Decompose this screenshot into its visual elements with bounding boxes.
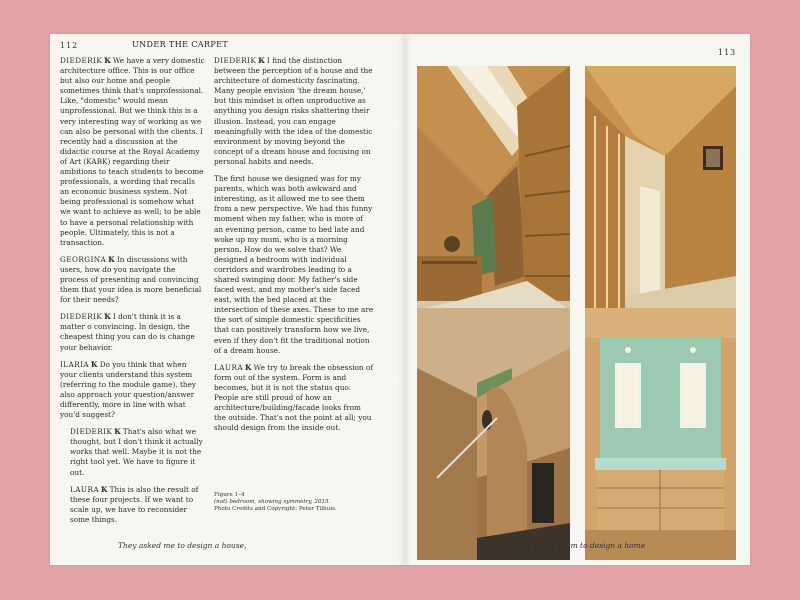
speaker-name: ILARIA — [60, 359, 90, 369]
photo-curved-stair — [417, 308, 570, 560]
paragraph — [60, 485, 205, 525]
figure-caption — [214, 492, 364, 513]
speaker-mark-icon: Ꝁ — [104, 312, 111, 322]
right-page-footer: la-di-da asked them to design a home — [503, 541, 646, 550]
speaker-name: DIEDERIK — [60, 312, 103, 322]
photo-mint-bathroom — [585, 308, 736, 560]
paragraph-text: The first house we designed was for my parents, which was both awkward and interesting, as it allowed me to see them from a new perspective. We had this funny moment when my father, who is more of an evening person, came to bed late and woke up my mum, who is a morning person. How do we solve that? We designed a bedroom with individual corridors and wardrobes leading to a shared swinging door. My father's side faced west, and my mother's side faced east, with the bed placed at the intersection of these axes. These to me are the sort of simple domestic specificities that can positively transform how we live, even if they don't fit the traditional notion of a dream house. — [214, 174, 374, 355]
caption-figure-number: Figure 1–4 — [214, 492, 245, 498]
speaker-name: LAURA — [214, 362, 244, 372]
speaker-mark-icon: Ꝁ — [104, 56, 111, 65]
photo-curved-stair-image — [417, 308, 570, 560]
paragraph-text: Do you think that when your clients understand this system (referring to the module game), they also approach your question/answer differently, more in line with what you'd suggest? — [60, 359, 197, 420]
speaker-mark-icon: Ꝁ — [91, 359, 98, 369]
photo-wooden-room-image — [585, 66, 736, 310]
speaker-mark-icon: Ꝁ — [101, 484, 108, 494]
photo-attic-corridor — [417, 66, 570, 310]
paragraph — [214, 174, 374, 356]
paragraph — [60, 360, 205, 421]
paragraph-text: That's also what we thought, but I don't think it actually works that well. Maybe it is not the right tool yet. We have to figure it out. — [70, 427, 203, 477]
caption-credit: Photo Credits and Copyright: Peter Tilhuis. — [214, 506, 337, 512]
book-spread — [50, 34, 750, 565]
speaker-mark-icon: Ꝁ — [114, 427, 121, 437]
speaker-name: DIEDERIK — [214, 56, 257, 65]
left-page-footer: They asked me to design a house, — [118, 541, 247, 550]
paragraph — [60, 427, 205, 477]
paragraph — [214, 363, 374, 434]
photo-mint-bathroom-image — [585, 308, 736, 560]
photo-attic-corridor-image — [417, 66, 570, 310]
photo-wooden-room — [585, 66, 736, 310]
text-column-2 — [214, 56, 374, 440]
paragraph-text: I find the distinction between the perception of a house and the architecture of domesticity fascinating. Many people envision 'the dream house,' but this mindset is often unproductive as anything you design risks shattering their illusion. Instead, you can engage meaningfully with the idea of the domestic environment by moving beyond the concept of a dream house and focusing on personal habits and needs. — [214, 56, 373, 166]
speaker-name: DIEDERIK — [60, 56, 103, 65]
right-page-number: 113 — [718, 48, 737, 57]
paragraph-text: In discussions with users, how do you navigate the process of presenting and convincing them that your idea is more beneficial for their needs? — [60, 254, 202, 305]
speaker-mark-icon: Ꝁ — [245, 362, 252, 372]
speaker-mark-icon: Ꝁ — [258, 56, 265, 65]
paragraph — [214, 56, 374, 167]
running-head: UNDER THE CARPET — [132, 40, 229, 49]
speaker-mark-icon: Ꝁ — [108, 254, 115, 264]
paragraph — [60, 312, 205, 352]
speaker-name: GEORGINA — [60, 254, 107, 264]
paragraph-text: I don't think it is a matter o convincing. In design, the cheapest thing you can do is change your behavior. — [60, 312, 195, 352]
caption-title: (not) bedroom, showing symmetry, 2015. — [214, 499, 331, 505]
paragraph — [60, 255, 205, 305]
speaker-name: DIEDERIK — [70, 427, 113, 437]
paragraph-text: We try to break the obsession of form out of the system. Form is and becomes, but it is not the status quo. People are still proud of how an architecture/building/facade looks from the outside. That's not the point at all; you should design from the inside out. — [214, 362, 374, 433]
paragraph — [60, 56, 205, 248]
paragraph-text: We have a very domestic architecture office. This is our office but also our home and people sometimes think that's unprofessional. Like, "domestic" would mean unprofessional. But we think this is a very interesting way of working as we can also be personal with the clients. I recently had a discussion at the didactic course at the Royal Academy of Art (KABK) regarding their ambitions to teach students to become professionals, a wording that recalls an economic business system. Not being professional is somehow what we want to achieve as well; to be able to have a personal relationship with people. Ultimately, this is not a transaction. — [60, 56, 205, 247]
gutter-shadow — [398, 34, 412, 565]
paragraph-text: This is also the result of these four projects. If we want to scale up, we have to reconsider some things. — [70, 484, 199, 524]
speaker-name: LAURA — [70, 484, 100, 494]
left-page-number: 112 — [60, 41, 79, 50]
text-column-1 — [60, 56, 205, 532]
